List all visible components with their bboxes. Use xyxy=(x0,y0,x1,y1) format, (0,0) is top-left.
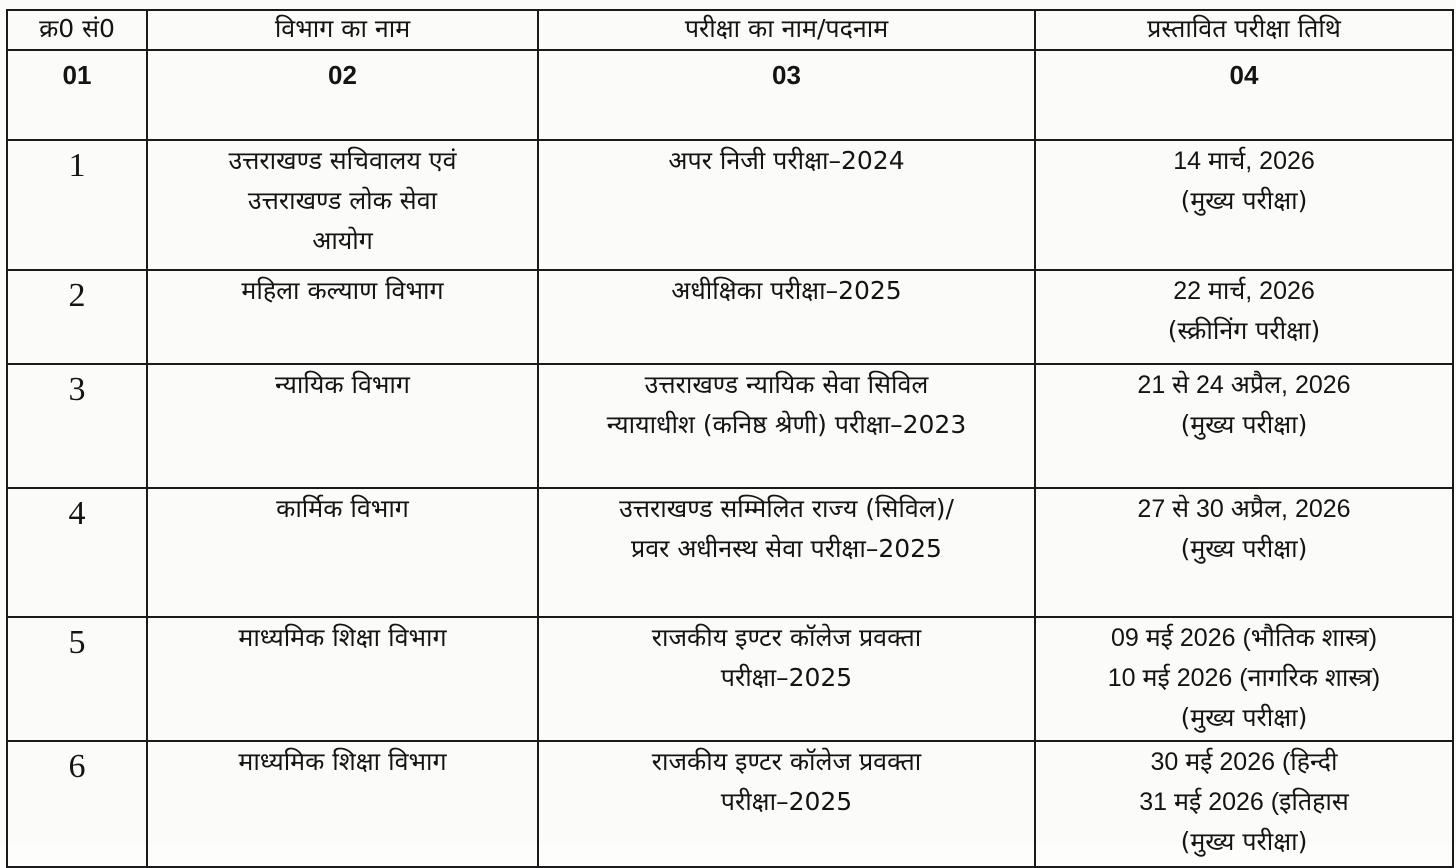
header-proposed-date: प्रस्तावित परीक्षा तिथि xyxy=(1035,10,1453,50)
table-row xyxy=(7,741,1453,867)
department-cell xyxy=(147,140,538,270)
date-line: 14 मार्च, 2026 xyxy=(1173,147,1315,175)
column-number-2: 02 xyxy=(147,50,538,140)
table-row xyxy=(7,488,1453,617)
date-cell xyxy=(1035,488,1453,617)
department-line: माध्यमिक शिक्षा विभाग xyxy=(238,747,447,776)
department-line: माध्यमिक शिक्षा विभाग xyxy=(238,623,447,652)
department-cell xyxy=(147,741,538,867)
exam-cell xyxy=(538,364,1035,488)
exam-line: राजकीय इण्टर कॉलेज प्रवक्ता xyxy=(651,747,922,776)
serial-number-cell: 4 xyxy=(7,488,147,617)
department-line: उत्तराखण्ड लोक सेवा xyxy=(247,186,438,215)
serial-number-cell: 2 xyxy=(7,270,147,364)
serial-number-cell: 6 xyxy=(7,741,147,867)
date-cell xyxy=(1035,270,1453,364)
department-line: आयोग xyxy=(312,226,373,255)
department-line: कार्मिक विभाग xyxy=(276,494,409,523)
date-line: 31 मई 2026 (इतिहास xyxy=(1139,788,1349,816)
column-number-4: 04 xyxy=(1035,50,1453,140)
column-number-row xyxy=(7,50,1453,140)
exam-line: प्रवर अधीनस्थ सेवा परीक्षा–2025 xyxy=(631,534,942,563)
department-line: महिला कल्याण विभाग xyxy=(241,276,444,305)
serial-number-cell: 1 xyxy=(7,140,147,270)
exam-type-line: (मुख्य परीक्षा) xyxy=(1180,186,1308,215)
date-line: 21 से 24 अप्रैल, 2026 xyxy=(1137,371,1351,399)
department-cell xyxy=(147,617,538,741)
department-line: उत्तराखण्ड सचिवालय एवं xyxy=(228,146,457,175)
exam-cell xyxy=(538,140,1035,270)
date-cell xyxy=(1035,617,1453,741)
exam-cell xyxy=(538,617,1035,741)
header-department-name: विभाग का नाम xyxy=(147,10,538,50)
date-line: 22 मार्च, 2026 xyxy=(1173,277,1315,305)
exam-line: अपर निजी परीक्षा–2024 xyxy=(668,146,905,175)
exam-cell xyxy=(538,741,1035,867)
date-cell xyxy=(1035,741,1453,867)
exam-type-line: (मुख्य परीक्षा) xyxy=(1180,534,1308,563)
exam-type-line: (मुख्य परीक्षा) xyxy=(1180,827,1308,856)
exam-cell xyxy=(538,488,1035,617)
date-cell xyxy=(1035,140,1453,270)
department-cell xyxy=(147,364,538,488)
header-serial-number: क्र0 सं0 xyxy=(7,10,147,50)
table-row xyxy=(7,364,1453,488)
exam-type-line: (मुख्य परीक्षा) xyxy=(1180,410,1308,439)
date-line: 30 मई 2026 (हिन्दी xyxy=(1150,748,1338,776)
exam-cell xyxy=(538,270,1035,364)
table-header-row xyxy=(7,10,1453,50)
date-line: 10 मई 2026 (नागरिक शास्त्र) xyxy=(1107,664,1381,692)
table-row xyxy=(7,140,1453,270)
exam-line: अधीक्षिका परीक्षा–2025 xyxy=(671,276,902,305)
department-cell xyxy=(147,488,538,617)
exam-line: न्यायाधीश (कनिष्ठ श्रेणी) परीक्षा–2023 xyxy=(606,410,967,439)
exam-line: परीक्षा–2025 xyxy=(720,787,853,816)
exam-line: उत्तराखण्ड न्यायिक सेवा सिविल xyxy=(644,370,929,399)
date-line: 27 से 30 अप्रैल, 2026 xyxy=(1137,495,1351,523)
exam-line: राजकीय इण्टर कॉलेज प्रवक्ता xyxy=(651,623,922,652)
column-number-3: 03 xyxy=(538,50,1035,140)
exam-schedule-table xyxy=(6,9,1454,868)
serial-number-cell: 5 xyxy=(7,617,147,741)
exam-line: उत्तराखण्ड सम्मिलित राज्य (सिविल)/ xyxy=(619,494,954,523)
header-exam-name: परीक्षा का नाम/पदनाम xyxy=(538,10,1035,50)
table-row xyxy=(7,270,1453,364)
date-cell xyxy=(1035,364,1453,488)
exam-type-line: (स्क्रीनिंग परीक्षा) xyxy=(1167,316,1321,345)
exam-type-line: (मुख्य परीक्षा) xyxy=(1180,703,1308,732)
department-cell xyxy=(147,270,538,364)
table-row xyxy=(7,617,1453,741)
exam-line: परीक्षा–2025 xyxy=(720,663,853,692)
column-number-1: 01 xyxy=(7,50,147,140)
date-line: 09 मई 2026 (भौतिक शास्त्र) xyxy=(1110,624,1378,652)
serial-number-cell: 3 xyxy=(7,364,147,488)
department-line: न्यायिक विभाग xyxy=(275,370,410,399)
